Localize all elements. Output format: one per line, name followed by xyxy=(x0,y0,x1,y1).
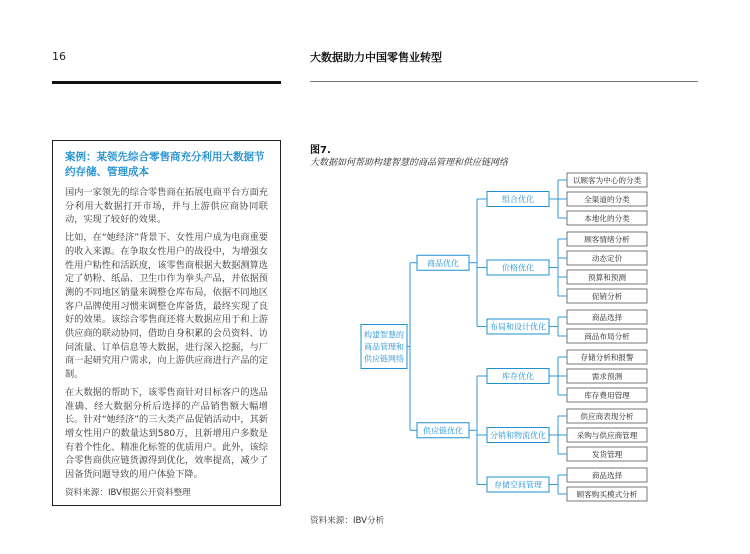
leaf-node-label: 本地化的分类 xyxy=(584,214,630,223)
leaf-node-label: 促销分析 xyxy=(591,292,623,301)
leaf-node-label: 商品选择 xyxy=(591,313,623,322)
figure-caption: 大数据如何帮助构建智慧的商品管理和供应链网络 xyxy=(310,158,509,168)
figure-label: 图7. xyxy=(310,145,331,156)
leaf-node-label: 存储分析和报警 xyxy=(580,353,634,362)
case-paragraph: 在大数据的帮助下，该零售商针对目标客户的选品准确、经大数据分析后选择的产品销售额大幅增长。针对“她经济”的三大类产品促销活动中，其新增女性用户的数量达到580万，且新增用户多数是有着个性化、精准化标签的优质用户。此外，该综合零售商供应链货源得到优化，效率提高，减少了因备货问题导致的用户体验下降。 xyxy=(65,386,268,481)
sub-node-label: 分销和物流优化 xyxy=(490,431,546,440)
case-study-title: 案例：某领先综合零售商充分利用大数据节约存储、管理成本 xyxy=(65,151,265,178)
root-node-label: 商品管理和 xyxy=(364,342,404,352)
leaf-node-label: 需求预测 xyxy=(591,372,623,381)
case-study-source: 资料来源：IBV根据公开资料整理 xyxy=(65,488,191,498)
leaf-node-label: 发货管理 xyxy=(591,450,623,459)
figure-source: 资料来源：IBV分析 xyxy=(310,516,385,526)
case-paragraph: 比如，在“她经济”背景下、女性用户成为电商重要的收入来源。在争取女性用户的战役中，为增强女性用户粘性和活跃度，该零售商根据大数据测算选定了奶粉、纸品、卫生巾作为拳头产品，并依据预测的不同地区销量来调整仓库布局，依据不同地区客户品牌使用习惯来调整仓库备货，最终实现了良好的效果。该综合零售商还将大数据应用于和上游 供应商的联动协同，借助自身积累的会员资料、访问流量、订单信息等大数据，进行深入挖掘，与厂商一起研究用户需求，向上游供应商进行产品的定制。 xyxy=(65,232,268,381)
branch-node-label: 供应链优化 xyxy=(423,426,463,436)
leaf-node-label: 动态定价 xyxy=(591,254,623,263)
sub-node-label: 存储空间管理 xyxy=(494,480,542,490)
leaf-node-label: 库存费用管理 xyxy=(584,391,630,400)
leaf-node-label: 顾客情绪分析 xyxy=(584,235,630,244)
branch-node-label: 商品优化 xyxy=(427,258,459,268)
sub-node-label: 库存优化 xyxy=(502,372,534,381)
leaf-node-label: 商品布局分析 xyxy=(584,332,630,341)
sub-node-label: 布局和设计优化 xyxy=(490,322,546,332)
leaf-node-label: 预算和预测 xyxy=(588,273,626,282)
leaf-node-label: 采购与供应商管理 xyxy=(576,431,638,440)
root-node-label: 供应链网络 xyxy=(364,354,404,364)
leaf-node-label: 商品选择 xyxy=(591,471,623,480)
leaf-node-label: 以顾客为中心的分类 xyxy=(572,176,642,185)
leaf-node-label: 顾客购买模式分析 xyxy=(576,490,638,499)
case-paragraph: 国内一家领先的综合零售商在拓展电商平台方面充分利用大数据打开市场，并与上游供应商协同联动，实现了较好的效果。 xyxy=(65,187,268,226)
leaf-node-label: 供应商表现分析 xyxy=(580,412,634,421)
leaf-node-label: 全渠道的分类 xyxy=(584,195,630,204)
page-number: 16 xyxy=(52,50,66,63)
root-node-label: 构建智慧的 xyxy=(364,330,404,340)
sub-node-label: 组合优化 xyxy=(502,195,534,204)
sub-node-label: 价格优化 xyxy=(502,263,534,273)
running-title: 大数据助力中国零售业转型 xyxy=(310,51,442,64)
